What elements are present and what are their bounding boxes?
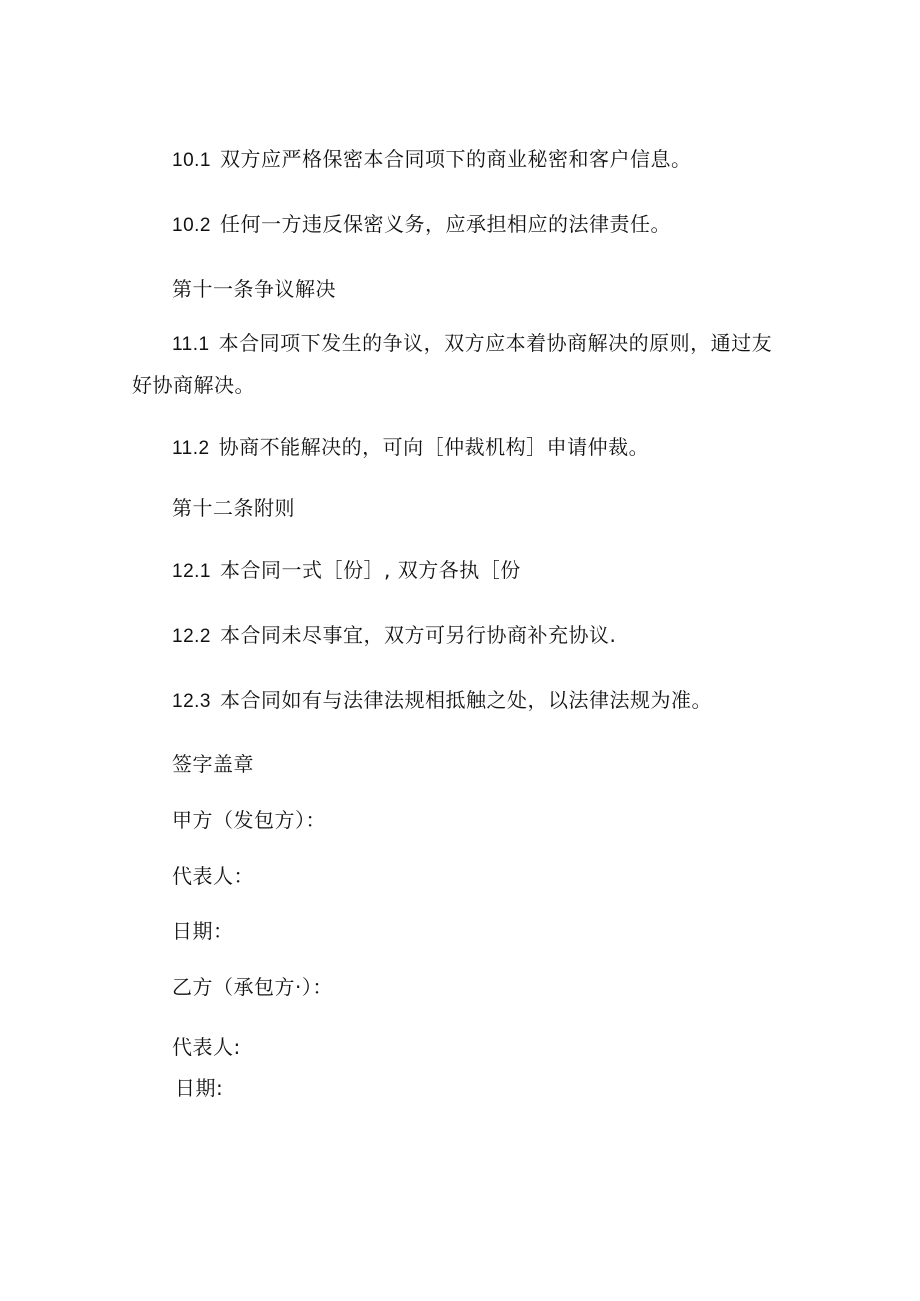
clause-number: 12.1	[172, 561, 211, 582]
party-b-date: 日期:	[175, 1076, 224, 1100]
party-b-label: 乙方（承包方·）：	[172, 975, 333, 999]
clause-number: 11.2	[172, 438, 210, 459]
clause-12-1	[172, 558, 521, 584]
article-12-heading: 第十二条附则	[172, 496, 295, 520]
signature-heading: 签字盖章	[172, 752, 254, 776]
clause-number: 11.1	[172, 334, 210, 355]
clause-12-3	[172, 688, 712, 714]
clause-10-2	[172, 212, 671, 238]
clause-text: 本合同一式［份］, 双方各执［份	[219, 558, 521, 582]
clause-text: 本合同项下发生的争议，双方应本着协商解决的原则，通过友好协商解决。	[132, 331, 773, 397]
clause-text: 本合同未尽事宜，双方可另行协商补充协议.	[219, 623, 617, 647]
clause-10-1	[172, 147, 691, 173]
clause-number: 10.2	[172, 215, 211, 236]
article-11-heading: 第十一条争议解决	[172, 277, 336, 301]
party-a-date: 日期：	[172, 919, 234, 943]
party-b-representative: 代表人:	[172, 1035, 241, 1059]
clause-text: 协商不能解决的，可向［仲裁机构］申请仲裁。	[218, 435, 650, 459]
clause-text: 任何一方违反保密义务，应承担相应的法律责任。	[219, 212, 671, 236]
clause-number: 12.2	[172, 626, 211, 647]
clause-12-2	[172, 623, 616, 649]
party-a-representative: 代表人：	[172, 864, 254, 888]
clause-11-2	[172, 435, 649, 461]
clause-number: 10.1	[172, 150, 211, 171]
clause-number: 12.3	[172, 691, 211, 712]
party-a-label: 甲方（发包方）：	[172, 808, 326, 832]
clause-text: 本合同如有与法律法规相抵触之处，以法律法规为准。	[219, 688, 712, 712]
clause-11-1	[132, 323, 792, 406]
clause-text: 双方应严格保密本合同项下的商业秘密和客户信息。	[219, 147, 692, 171]
